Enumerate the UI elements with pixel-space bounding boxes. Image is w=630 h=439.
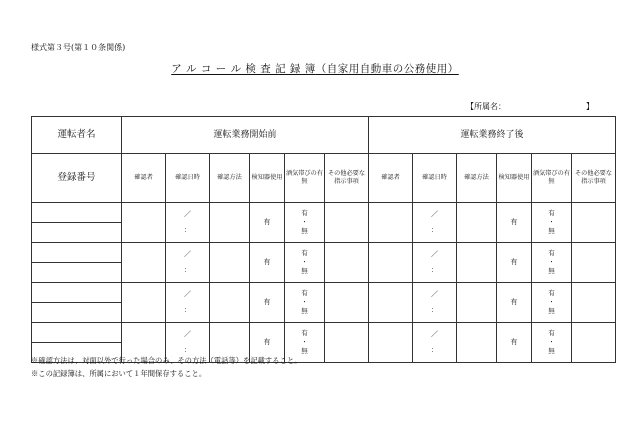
alcohol-no[interactable]: 無 [548, 306, 555, 315]
alcohol-dot: ・ [548, 338, 555, 347]
alcohol-check-log-table [31, 116, 616, 363]
detector-used: 有 [510, 337, 518, 346]
department-label: 【所属名： [466, 102, 506, 111]
date-slash: ／ [184, 250, 191, 259]
driver-name-cell[interactable] [32, 243, 122, 263]
end-instructions-header: その他必要な指示事項 [572, 154, 616, 203]
alcohol-no[interactable]: 無 [301, 226, 308, 235]
detector-used: 有 [263, 257, 271, 266]
start-alcohol-cell[interactable] [285, 203, 325, 243]
start-datetime-cell[interactable] [166, 243, 210, 283]
end-datetime-cell[interactable] [413, 243, 457, 283]
form-number: 様式第３号(第１０条関係) [31, 43, 126, 52]
time-colon: ： [184, 265, 191, 274]
registration-number-cell[interactable] [32, 303, 122, 323]
registration-number-header: 登録番号 [32, 154, 122, 203]
alcohol-no[interactable]: 無 [301, 306, 308, 315]
alcohol-yes[interactable]: 有 [548, 329, 555, 338]
note-method: ※確認方法は、対面以外で行った場合のみ、その方法（電話等）を記載すること。 [31, 356, 302, 365]
end-datetime-header: 確認日時 [413, 154, 457, 203]
end-confirmer-cell[interactable] [369, 243, 413, 283]
alcohol-dot: ・ [301, 338, 308, 347]
date-slash: ／ [184, 210, 191, 219]
alcohol-no[interactable]: 無 [301, 346, 308, 355]
end-method-header: 確認方法 [457, 154, 497, 203]
time-colon: ： [184, 305, 191, 314]
date-slash: ／ [184, 290, 191, 299]
end-confirmer-cell[interactable] [369, 203, 413, 243]
alcohol-yes[interactable]: 有 [301, 249, 308, 258]
start-confirmer-cell[interactable] [122, 243, 166, 283]
header-row-sub [32, 154, 616, 203]
end-datetime-cell[interactable] [413, 323, 457, 363]
end-instructions-cell[interactable] [572, 203, 616, 243]
registration-number-cell[interactable] [32, 223, 122, 243]
alcohol-yes[interactable]: 有 [301, 209, 308, 218]
detector-used: 有 [263, 337, 271, 346]
header-row-groups [32, 117, 616, 154]
date-slash: ／ [431, 210, 438, 219]
detector-used: 有 [510, 217, 518, 226]
end-alcohol-cell[interactable] [532, 203, 572, 243]
end-instructions-cell[interactable] [572, 323, 616, 363]
end-method-cell[interactable] [457, 323, 497, 363]
date-slash: ／ [431, 330, 438, 339]
end-detector-cell[interactable] [497, 203, 532, 243]
start-group-header: 運転業務開始前 [122, 117, 369, 154]
end-detector-cell[interactable] [497, 243, 532, 283]
department-close-bracket: 】 [586, 102, 594, 111]
start-detector-cell[interactable] [250, 203, 285, 243]
start-instructions-cell[interactable] [325, 283, 369, 323]
start-datetime-cell[interactable] [166, 283, 210, 323]
start-instructions-cell[interactable] [325, 323, 369, 363]
alcohol-dot: ・ [301, 258, 308, 267]
end-method-cell[interactable] [457, 283, 497, 323]
end-detector-header: 検知器使用 [497, 154, 532, 203]
time-colon: ： [431, 305, 438, 314]
start-method-cell[interactable] [210, 283, 250, 323]
end-detector-cell[interactable] [497, 283, 532, 323]
driver-name-cell[interactable] [32, 283, 122, 303]
title-suffix: （自家用自動車の公務使用） [315, 63, 459, 75]
title-text: ア ル コ ー ル 検 査 記 録 簿 [171, 63, 316, 75]
detector-used: 有 [263, 217, 271, 226]
start-confirmer-cell[interactable] [122, 283, 166, 323]
end-confirmer-cell[interactable] [369, 323, 413, 363]
note-retention: ※この記録簿は、所属において１年間保存すること。 [31, 369, 207, 378]
alcohol-yes[interactable]: 有 [548, 289, 555, 298]
start-detector-header: 検知器使用 [250, 154, 285, 203]
registration-number-cell[interactable] [32, 263, 122, 283]
start-confirmer-cell[interactable] [122, 203, 166, 243]
start-datetime-header: 確認日時 [166, 154, 210, 203]
end-group-header: 運転業務終了後 [369, 117, 616, 154]
end-alcohol-cell[interactable] [532, 323, 572, 363]
end-confirmer-header: 確認者 [369, 154, 413, 203]
start-confirmer-header: 確認者 [122, 154, 166, 203]
record-row [32, 283, 616, 303]
end-instructions-cell[interactable] [572, 243, 616, 283]
alcohol-no[interactable]: 無 [548, 266, 555, 275]
date-slash: ／ [184, 330, 191, 339]
end-detector-cell[interactable] [497, 323, 532, 363]
time-colon: ： [184, 345, 191, 354]
alcohol-dot: ・ [548, 298, 555, 307]
alcohol-no[interactable]: 無 [548, 346, 555, 355]
start-datetime-cell[interactable] [166, 203, 210, 243]
detector-used: 有 [510, 257, 518, 266]
start-alcohol-cell[interactable] [285, 283, 325, 323]
start-method-header: 確認方法 [210, 154, 250, 203]
time-colon: ： [431, 345, 438, 354]
start-instructions-cell[interactable] [325, 203, 369, 243]
end-datetime-cell[interactable] [413, 283, 457, 323]
record-row [32, 323, 616, 343]
date-slash: ／ [431, 290, 438, 299]
end-method-cell[interactable] [457, 203, 497, 243]
end-instructions-cell[interactable] [572, 283, 616, 323]
end-alcohol-header: 酒気帯びの有無 [532, 154, 572, 203]
time-colon: ： [431, 265, 438, 274]
record-row [32, 203, 616, 223]
alcohol-dot: ・ [548, 258, 555, 267]
alcohol-yes[interactable]: 有 [548, 209, 555, 218]
start-detector-cell[interactable] [250, 243, 285, 283]
detector-used: 有 [510, 297, 518, 306]
notes [31, 354, 301, 380]
record-rows [32, 203, 616, 363]
alcohol-yes[interactable]: 有 [548, 249, 555, 258]
alcohol-no[interactable]: 無 [548, 226, 555, 235]
driver-name-cell[interactable] [32, 203, 122, 223]
record-row [32, 243, 616, 263]
end-alcohol-cell[interactable] [532, 283, 572, 323]
end-alcohol-cell[interactable] [532, 243, 572, 283]
alcohol-dot: ・ [301, 218, 308, 227]
time-colon: ： [184, 225, 191, 234]
department-field [466, 101, 594, 112]
alcohol-dot: ・ [301, 298, 308, 307]
driver-name-cell[interactable] [32, 323, 122, 343]
end-confirmer-cell[interactable] [369, 283, 413, 323]
start-instructions-cell[interactable] [325, 243, 369, 283]
alcohol-no[interactable]: 無 [301, 266, 308, 275]
alcohol-dot: ・ [548, 218, 555, 227]
end-method-cell[interactable] [457, 243, 497, 283]
start-method-cell[interactable] [210, 203, 250, 243]
start-detector-cell[interactable] [250, 283, 285, 323]
start-instructions-header: その他必要な指示事項 [325, 154, 369, 203]
alcohol-yes[interactable]: 有 [301, 329, 308, 338]
alcohol-yes[interactable]: 有 [301, 289, 308, 298]
start-alcohol-header: 酒気帯びの有無 [285, 154, 325, 203]
end-datetime-cell[interactable] [413, 203, 457, 243]
date-slash: ／ [431, 250, 438, 259]
start-method-cell[interactable] [210, 243, 250, 283]
time-colon: ： [431, 225, 438, 234]
driver-name-header: 運転者名 [32, 117, 122, 154]
start-alcohol-cell[interactable] [285, 243, 325, 283]
detector-used: 有 [263, 297, 271, 306]
document-title [0, 61, 630, 76]
